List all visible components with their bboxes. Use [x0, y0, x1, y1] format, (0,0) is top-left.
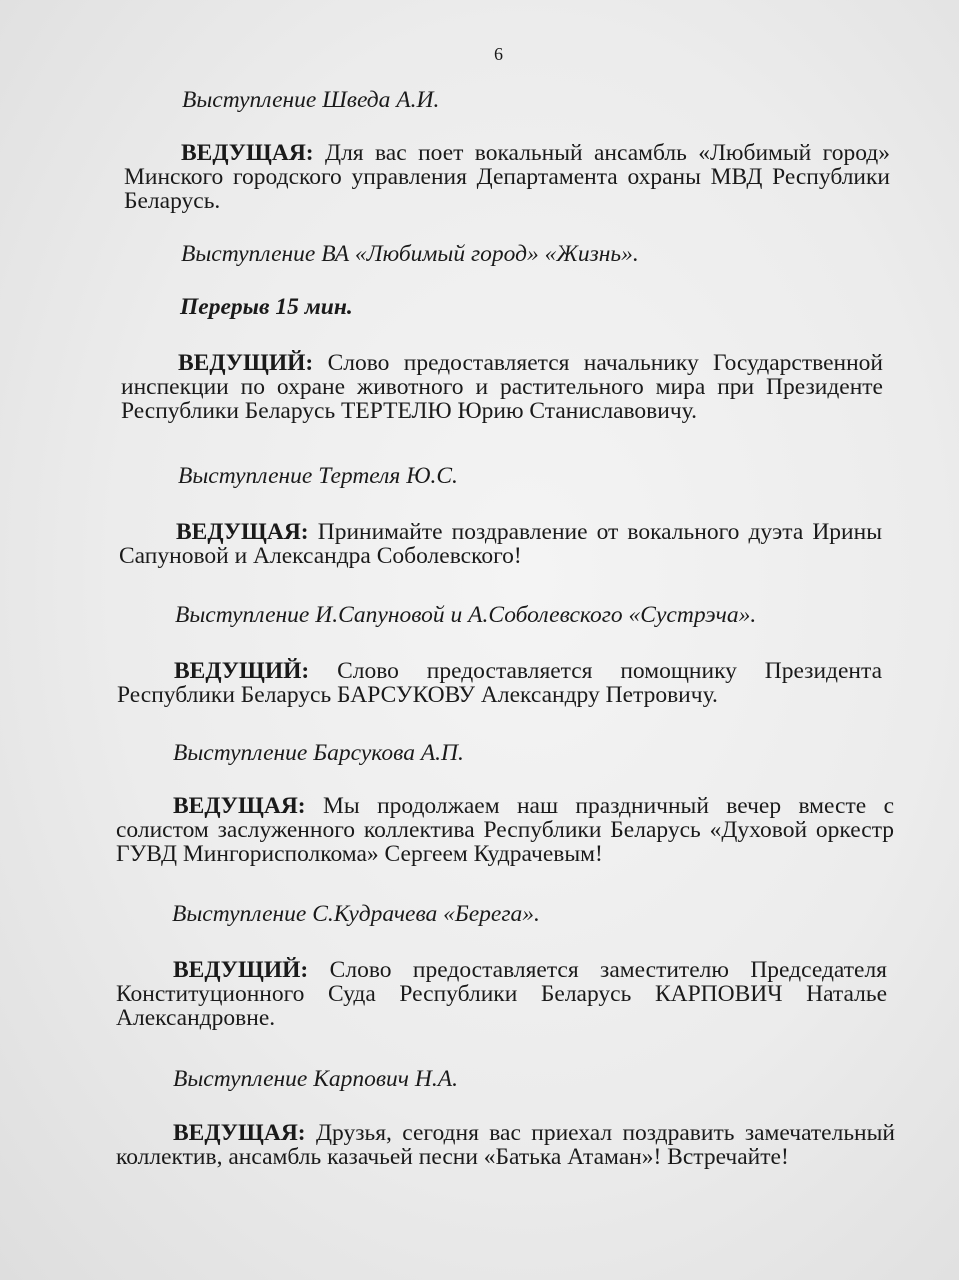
paragraph-text: Слово предоставляется помощнику Президента Республики Беларусь БАРСУКОВУ Александру Петровичу. [117, 658, 882, 708]
speaker-label: ВЕДУЩИЙ: [178, 350, 314, 376]
page-number: 6 [494, 44, 503, 64]
paragraph-text: Для вас поет вокальный ансамбль «Любимый город» Минского городского управления Департамента охраны МВД Республики Беларусь. [124, 140, 891, 214]
performance-note: Выступление ВА «Любимый город» «Жизнь». [181, 241, 639, 267]
speaker-label: ВЕДУЩИЙ: [174, 658, 310, 684]
host-paragraph [124, 141, 890, 213]
speaker-label: ВЕДУЩИЙ: [173, 957, 309, 983]
speaker-label: ВЕДУЩАЯ: [173, 1120, 306, 1146]
break-note: Перерыв 15 мин. [180, 294, 353, 320]
performance-note: Выступление Шведа А.И. [182, 87, 440, 113]
speaker-label: ВЕДУЩАЯ: [176, 519, 309, 545]
speaker-label: ВЕДУЩАЯ: [173, 793, 306, 819]
performance-note: Выступление Карпович Н.А. [173, 1066, 458, 1092]
paragraph-text: Слово предоставляется начальнику Государственной инспекции по охране животного и растительного мира при Президенте Республики Беларусь ТЕРТЕЛЮ Юрию Станиславовичу. [121, 350, 883, 424]
host-paragraph [116, 1121, 895, 1169]
host-paragraph [116, 958, 887, 1030]
performance-note: Выступление Тертеля Ю.С. [178, 463, 458, 489]
host-paragraph [119, 520, 882, 568]
paragraph-text: Слово предоставляется заместителю Председателя Конституционного Суда Республики Беларусь КАРПОВИЧ Наталье Александровне. [116, 957, 887, 1031]
performance-note: Выступление И.Сапуновой и А.Соболевского «Сустрэча». [175, 602, 757, 628]
speaker-label: ВЕДУЩАЯ: [181, 140, 314, 166]
performance-note: Выступление С.Кудрачева «Берега». [172, 901, 540, 927]
host-paragraph [116, 794, 894, 866]
host-paragraph [121, 351, 883, 423]
performance-note: Выступление Барсукова А.П. [173, 740, 464, 766]
paragraph-text: Друзья, сегодня вас приехал поздравить замечательный коллектив, ансамбль казачьей песни «Батька Атаман»! Встречайте! [116, 1120, 895, 1170]
host-paragraph [117, 659, 882, 707]
paragraph-text: Мы продолжаем наш праздничный вечер вместе с солистом заслуженного коллектива Республики Беларусь «Духовой оркестр ГУВД Мингорисполкома» Сергеем Кудрачевым! [116, 793, 894, 867]
paragraph-text: Принимайте поздравление от вокального дуэта Ирины Сапуновой и Александра Соболевского! [119, 519, 882, 569]
